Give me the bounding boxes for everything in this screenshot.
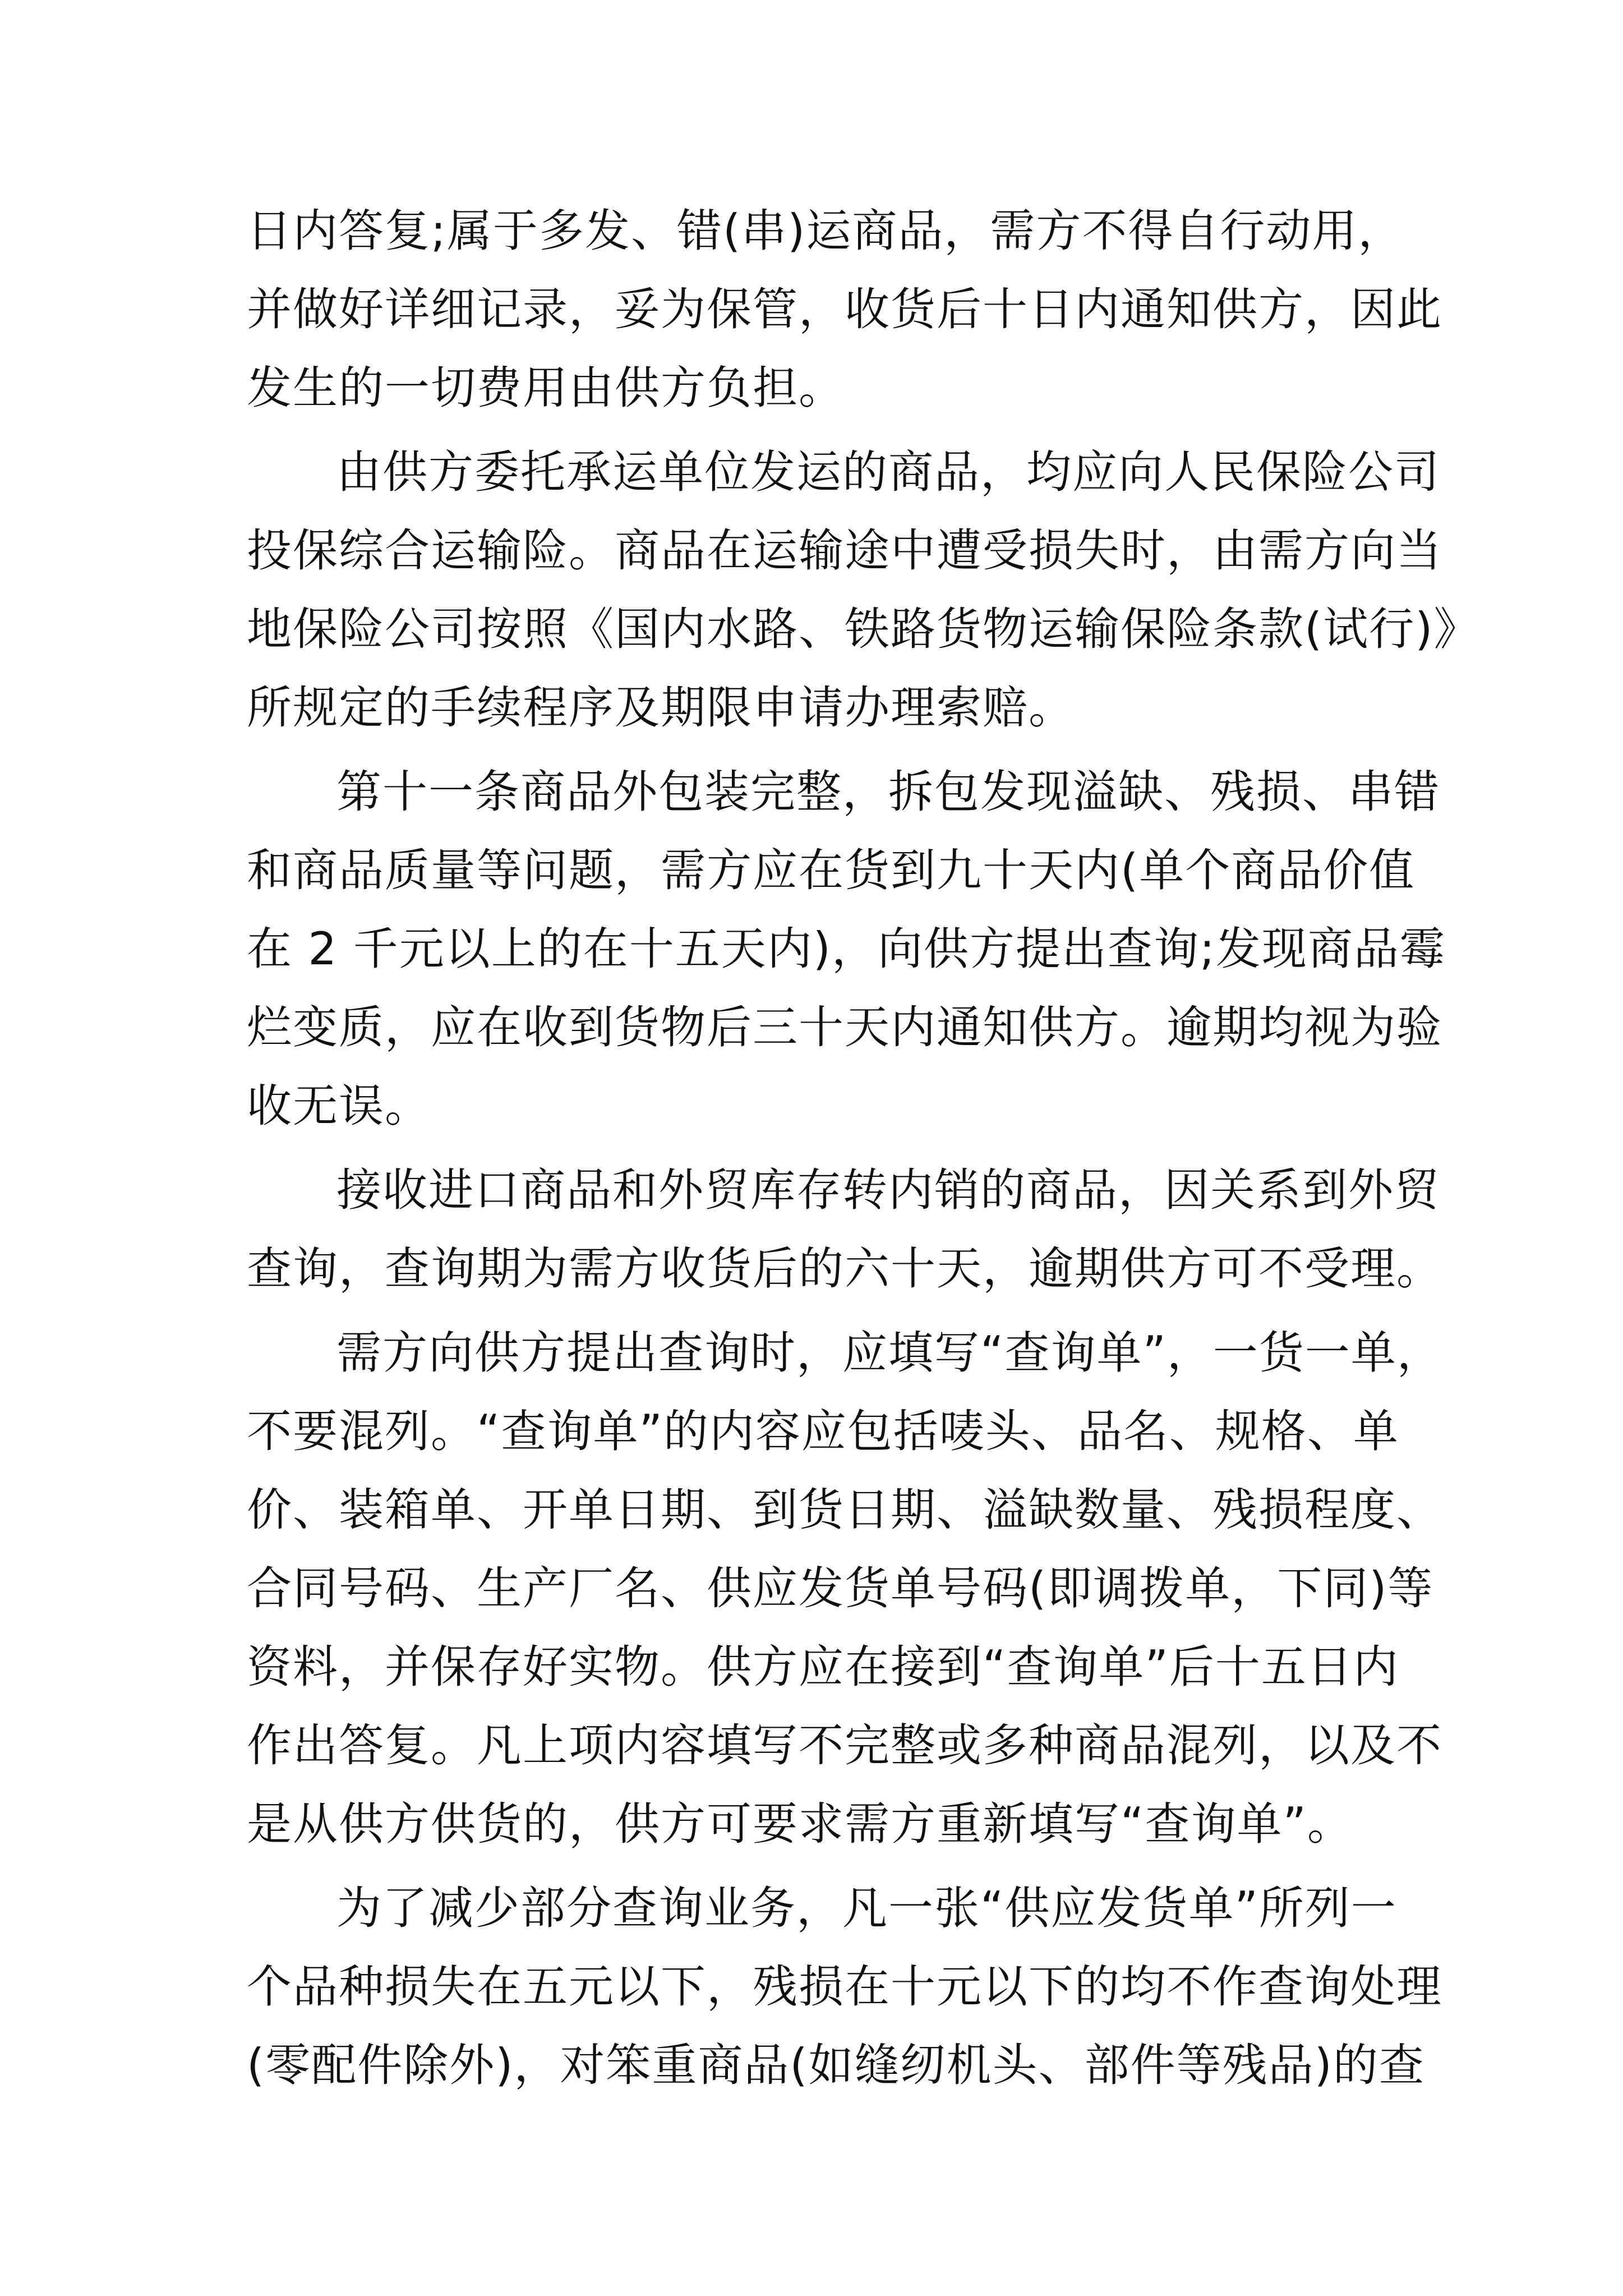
text-line: 日内答复;属于多发、错(串)运商品，需方不得自行动用， bbox=[247, 205, 1404, 257]
text-line: 并做好详细记录，妥为保管，收货后十日内通知供方，因此 bbox=[247, 283, 1442, 335]
text-line: 查询，查询期为需方收货后的六十天，逾期供方可不受理。 bbox=[247, 1243, 1442, 1295]
text-line: 在 2 千元以上的在十五天内)，向供方提出查询;发现商品霉 bbox=[247, 923, 1446, 975]
text-line: 发生的一切费用由供方负担。 bbox=[247, 362, 845, 414]
text-line: 为了减少部分查询业务，凡一张“供应发货单”所列一 bbox=[336, 1882, 1397, 1934]
text-line: (零配件除外)，对笨重商品(如缝纫机头、部件等残品)的查 bbox=[247, 2039, 1425, 2091]
text-line: 个品种损失在五元以下，残损在十元以下的均不作查询处理 bbox=[247, 1961, 1442, 2013]
text-line: 需方向供方提出查询时，应填写“查询单”，一货一单， bbox=[336, 1327, 1443, 1379]
text-line: 价、装箱单、开单日期、到货日期、溢缺数量、残损程度、 bbox=[247, 1484, 1442, 1536]
text-line: 由供方委托承运单位发运的商品，均应向人民保险公司 bbox=[336, 446, 1440, 498]
text-line: 不要混列。“查询单”的内容应包括唛头、品名、规格、单 bbox=[247, 1405, 1399, 1457]
text-line: 投保综合运输险。商品在运输途中遭受损失时，由需方向当 bbox=[247, 524, 1442, 577]
text-line: 第十一条商品外包装完整，拆包发现溢缺、残损、串错 bbox=[336, 766, 1440, 818]
text-line: 烂变质，应在收到货物后三十天内通知供方。逾期均视为验 bbox=[247, 1001, 1442, 1053]
text-line: 所规定的手续程序及期限申请办理索赔。 bbox=[247, 682, 1075, 734]
text-line: 合同号码、生产厂名、供应发货单号码(即调拨单，下同)等 bbox=[247, 1562, 1434, 1614]
text-line: 接收进口商品和外贸库存转内销的商品，因关系到外贸 bbox=[336, 1164, 1440, 1216]
text-line: 和商品质量等问题，需方应在货到九十天内(单个商品价值 bbox=[247, 844, 1415, 896]
text-line: 作出答复。凡上项内容填写不完整或多种商品混列，以及不 bbox=[247, 1719, 1442, 1772]
text-line: 资料，并保存好实物。供方应在接到“查询单”后十五日内 bbox=[247, 1641, 1399, 1693]
text-line: 地保险公司按照《国内水路、铁路货物运输保险条款(试行)》 bbox=[247, 603, 1480, 655]
text-line: 是从供方供货的，供方可要求需方重新填写“查询单”。 bbox=[247, 1798, 1353, 1850]
text-line: 收无误。 bbox=[247, 1080, 431, 1132]
